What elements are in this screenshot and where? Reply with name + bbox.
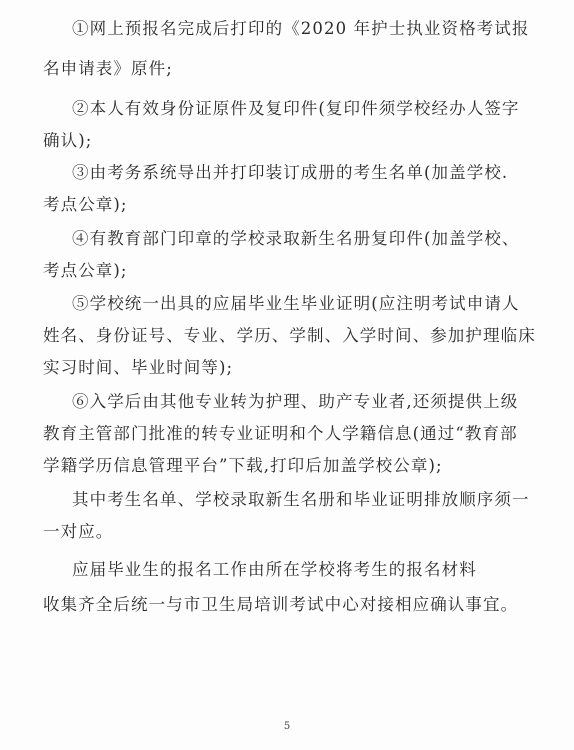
ordering-note-line-2: 一对应。: [43, 522, 114, 541]
closing-paragraph-line-1: 应届毕业生的报名工作由所在学校将考生的报名材料: [72, 560, 477, 579]
item-2-line-1: ②本人有效身份证原件及复印件(复印件须学校经办人签字: [72, 99, 520, 118]
item-4-line-2: 考点公章);: [43, 261, 128, 280]
item-3-line-2: 考点公章);: [43, 195, 128, 214]
item-1-line-1: ①网上预报名完成后打印的《2020 年护士执业资格考试报: [72, 19, 530, 38]
closing-paragraph-line-2: 收集齐全后统一与市卫生局培训考试中心对接相应确认事宜。: [43, 595, 519, 614]
item-6-line-3: 学籍学历信息管理平台”下载,打印后加盖学校公章);: [43, 456, 443, 475]
item-6-line-1: ⑥入学后由其他专业转为护理、助产专业者,还须提供上级: [72, 392, 519, 411]
item-5-line-3: 实习时间、毕业时间等);: [43, 358, 234, 377]
item-6-line-2: 教育主管部门批准的转专业证明和个人学籍信息(通过“教育部: [43, 424, 518, 443]
item-5-line-1: ⑤学校统一出具的应届毕业生毕业证明(应注明考试申请人: [72, 294, 520, 313]
item-3-line-1: ③由考务系统导出并打印装订成册的考生名单(加盖学校.: [72, 163, 509, 182]
item-2-line-2: 确认);: [43, 131, 93, 150]
ordering-note-line-1: 其中考生名单、学校录取新生名册和毕业证明排放顺序须一: [72, 490, 530, 509]
item-5-line-2: 姓名、身份证号、专业、学历、学制、入学时间、参加护理临床: [43, 326, 536, 345]
item-1-line-2: 名申请表》原件;: [43, 59, 173, 78]
item-4-line-1: ④有教育部门印章的学校录取新生名册复印件(加盖学校、: [72, 229, 520, 248]
page-number: 5: [283, 721, 291, 732]
